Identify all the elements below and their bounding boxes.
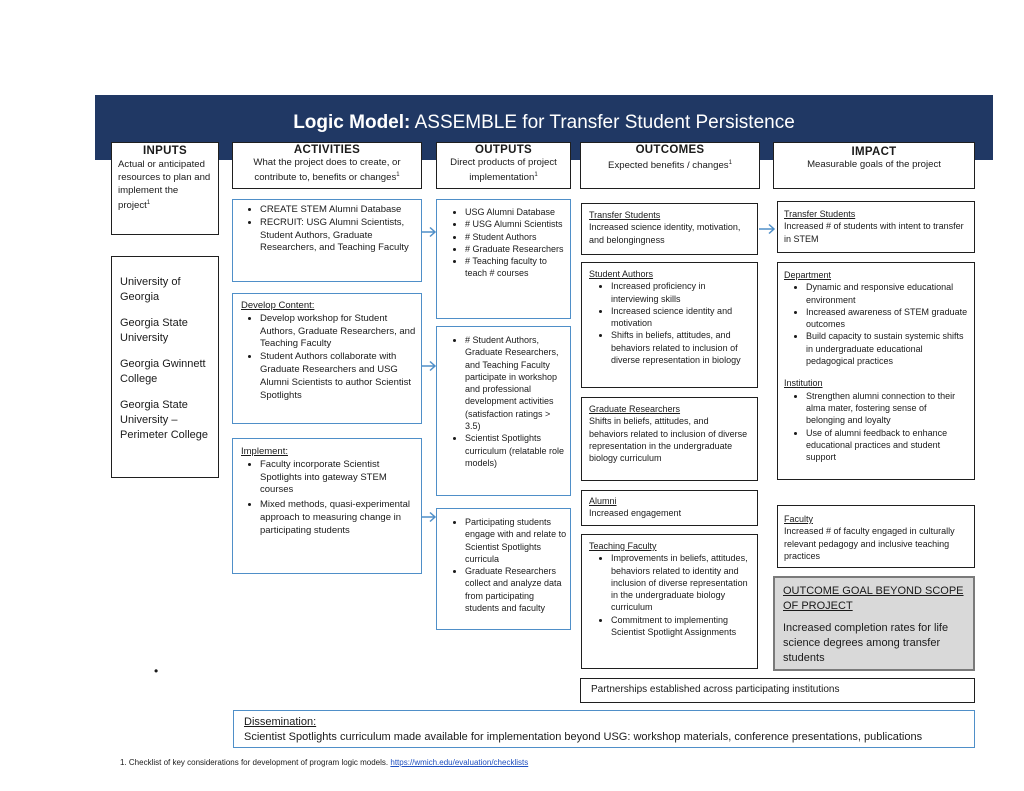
list-item: • Increased awareness of STEM graduate outcomes — [806, 306, 968, 331]
list-item: • Increased science identity and motivation — [611, 305, 750, 330]
list-item: • # Graduate Researchers — [465, 243, 567, 255]
institutions-box — [111, 256, 219, 478]
footnote: 1. Checklist of key considerations for development of program logic models. https://wmich.edu/evaluation/checklists — [120, 758, 529, 767]
outcomes-header: OUTCOMES Expected benefits / changes$^1$ — [580, 142, 760, 189]
stray-bullet: • — [154, 664, 159, 678]
activities-box-recruit — [232, 199, 422, 282]
inputs-description: Actual or anticipated resources to plan and implement the project$^1$ — [118, 158, 211, 211]
list-item: • Scientist Spotlights curriculum (relatable role models) — [465, 432, 567, 469]
activities-description: What the project does to create, or contribute to, benefits or changes$^1$ — [253, 156, 401, 184]
outputs-box-workshop — [436, 326, 571, 496]
outcome-goal-heading: OUTCOME GOAL BEYOND SCOPE OF PROJECT — [783, 585, 964, 612]
outcomes-description: Expected benefits / changes$^1$ — [608, 159, 732, 171]
outcome-student-authors: Student Authors • Increased proficiency in interviewing skills • Increased science identity and motivation • Shifts in beliefs, attitudes, and behaviors related to inclusion of diverse representation in biology — [581, 262, 758, 388]
develop-content-heading: Develop Content: — [241, 300, 315, 311]
impact-transfer-students: Transfer Students Increased # of students with intent to transfer in STEM — [777, 201, 975, 253]
outputs-header: OUTPUTS Direct products of project implementation$^1$ — [436, 142, 571, 189]
arrow-activities-outputs-2 — [422, 360, 437, 372]
institution-item: Georgia Gwinnett College — [120, 358, 206, 385]
list-item: • Build capacity to sustain systemic shifts in undergraduate educational pedagogical practices — [806, 330, 968, 367]
list-item: • # Student Authors, Graduate Researchers, and Teaching Faculty participate in workshop and professional development activities (satisfaction ratings > 3.5) — [465, 334, 567, 432]
outputs-box-counts — [436, 199, 571, 319]
list-item: • # Teaching faculty to teach # courses — [465, 255, 567, 280]
outcome-goal-text: Increased completion rates for life science degrees among transfer students — [783, 622, 949, 664]
institution-item: Georgia State University — [120, 317, 188, 344]
arrow-activities-outputs-1 — [422, 226, 437, 238]
list-item: • USG Alumni Database — [465, 206, 567, 218]
list-item: • Commitment to implementing Scientist Spotlight Assignments — [611, 614, 750, 639]
arrow-outcomes-impact — [759, 223, 776, 235]
outcome-graduate-researchers: Graduate Researchers Shifts in beliefs, attitudes, and behaviors related to inclusion of diverse representation in the undergraduate biology curriculum — [581, 397, 758, 481]
arrow-activities-outputs-3 — [422, 511, 437, 523]
list-item: • CREATE STEM Alumni Database — [260, 204, 417, 217]
impact-description: Measurable goals of the project — [807, 158, 941, 170]
list-item: • RECRUIT: USG Alumni Scientists, Student Authors, Graduate Researchers, and Teaching Faculty — [260, 217, 417, 255]
list-item: • Improvements in beliefs, attitudes, behaviors related to identity and inclusion of diverse representation in the undergraduate biology curriculum — [611, 552, 750, 613]
list-item: • Graduate Researchers collect and analyze data from participating students and faculty — [465, 565, 567, 614]
outcome-teaching-faculty: Teaching Faculty • Improvements in beliefs, attitudes, behaviors related to identity and inclusion of diverse representation in the undergraduate biology curriculum • Commitment to implementing Scientist Spotlight Assignments — [581, 534, 758, 669]
outputs-box-participation — [436, 508, 571, 630]
list-item: • Strengthen alumni connection to their alma mater, fostering sense of belonging and loyalty — [806, 390, 968, 427]
dissemination-box: Dissemination: Scientist Spotlights curriculum made available for implementation beyond USG: workshop materials, conference presentations, publications — [233, 710, 975, 748]
partnerships-box: Partnerships established across participating institutions — [580, 678, 975, 703]
list-item: • # USG Alumni Scientists — [465, 218, 567, 230]
list-item: • # Student Authors — [465, 231, 567, 243]
page-title: Logic Model: ASSEMBLE for Transfer Student Persistence — [293, 112, 795, 133]
implement-heading: Implement: — [241, 446, 288, 457]
activities-header: ACTIVITIES What the project does to create, or contribute to, benefits or changes$^1$ — [232, 142, 422, 189]
list-item: • Dynamic and responsive educational environment — [806, 281, 968, 306]
institution-item: Georgia State University – Perimeter College — [120, 399, 209, 441]
list-item: • Mixed methods, quasi-experimental approach to measuring change in participating students — [260, 499, 417, 537]
activities-box-develop — [232, 293, 422, 424]
inputs-header: INPUTS Actual or anticipated resources to plan and implement the project$^1$ — [111, 142, 219, 235]
footnote-link[interactable]: https://wmich.edu/evaluation/checklists — [390, 758, 529, 767]
outcome-alumni: Alumni Increased engagement — [581, 490, 758, 526]
impact-faculty: Faculty Increased # of faculty engaged in culturally relevant pedagogy and inclusive teaching practices — [777, 505, 975, 568]
list-item: • Student Authors collaborate with Graduate Researchers and USG Alumni Scientists to author Scientist Spotlights — [260, 351, 417, 402]
outcome-goal-box — [773, 576, 975, 671]
impact-department-institution: Department • Dynamic and responsive educational environment • Increased awareness of STEM graduate outcomes • Build capacity to sustain systemic shifts in undergraduate educational pedagogical practices Institution • Strengthen alumni connection to their alma mater, fostering sense of belonging and loyalty • Use of alumni feedback to enhance educational practices and student support — [777, 262, 975, 480]
impact-header: IMPACT Measurable goals of the project — [773, 142, 975, 189]
institution-item: University of Georgia — [120, 276, 181, 303]
activities-box-implement — [232, 438, 422, 574]
list-item: • Participating students engage with and relate to Scientist Spotlights curricula — [465, 516, 567, 565]
list-item: • Develop workshop for Student Authors, Graduate Researchers, and Teaching Faculty — [260, 313, 417, 351]
list-item: • Increased proficiency in interviewing skills — [611, 280, 750, 305]
list-item: • Faculty incorporate Scientist Spotlights into gateway STEM courses — [260, 459, 417, 497]
outcome-transfer-students: Transfer Students Increased science identity, motivation, and belongingness — [581, 203, 758, 255]
list-item: • Use of alumni feedback to enhance educational practices and student support — [806, 427, 968, 464]
outputs-description: Direct products of project implementation$^1$ — [450, 156, 557, 184]
list-item: • Shifts in beliefs, attitudes, and behaviors related to inclusion of diverse representation in biology — [611, 329, 750, 366]
